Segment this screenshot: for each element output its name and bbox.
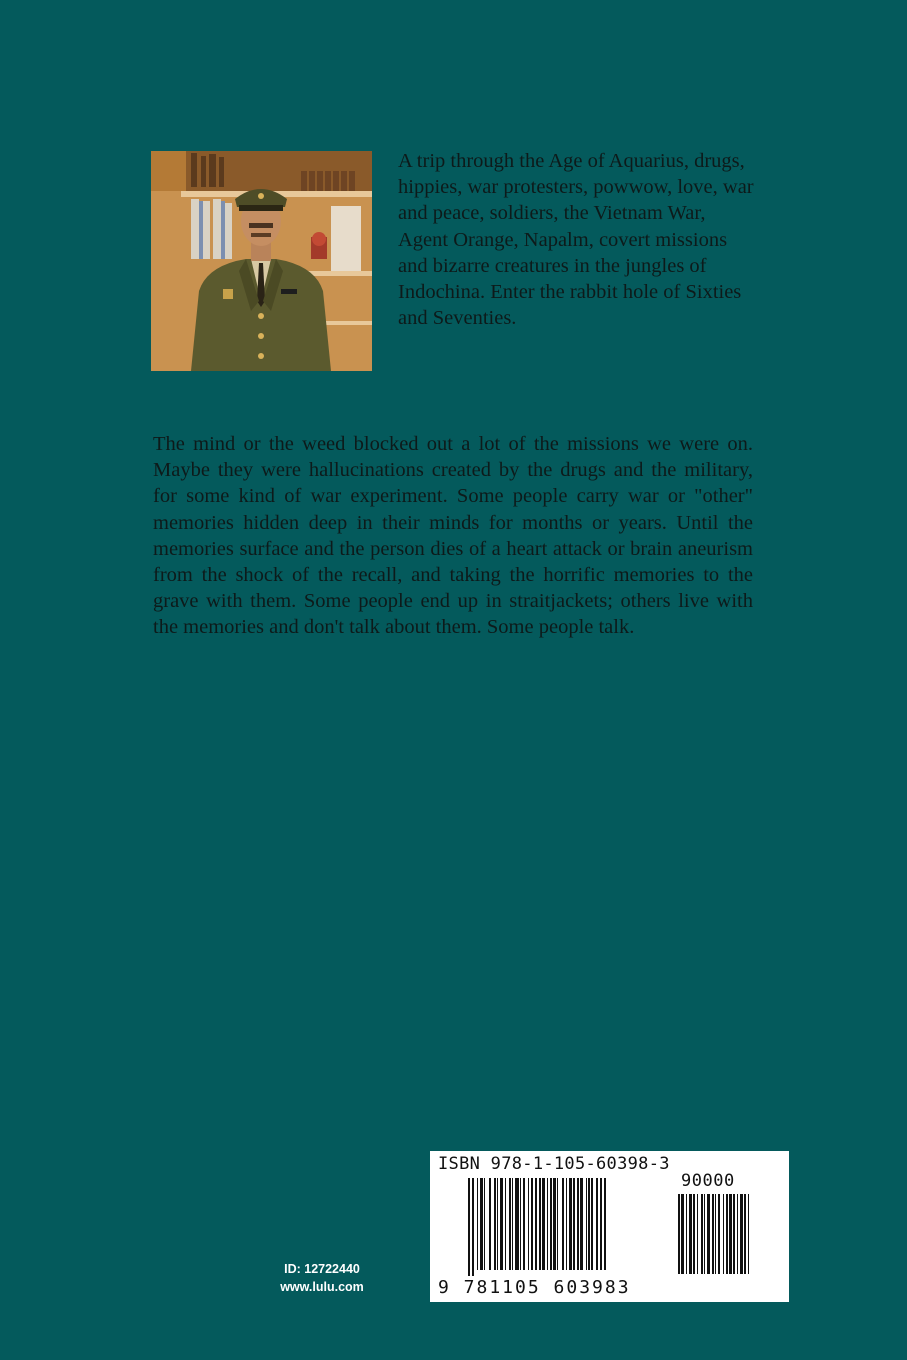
ean-barcode-bars — [468, 1178, 668, 1278]
blurb-text: A trip through the Age of Aquarius, drugs, hippies, war protesters, powwow, love, war and peace, soldiers, the Vietnam War, Agent Orange, Napalm, covert missions and bizarre creatures in the jungles of Indochina. Enter the rabbit hole of Sixties and Seventies. — [398, 150, 754, 330]
body-paragraph: The mind or the weed blocked out a lot of the missions we were on. Maybe they were hallucinations created by the drugs and the military, for some kind of war experiment. Some people carry war or "other" memories hidden deep in their minds for months or years. Until the memories surface and the person dies of a heart attack or brain aneurism from the shock of the recall, and taking the horrific memories to the grave with them. Some people end up in straitjackets; others live with the memories and don't talk about them. Some people talk. — [153, 433, 753, 639]
publisher-id: ID: 12722440 — [284, 1262, 360, 1276]
isbn-barcode — [430, 1151, 789, 1302]
ean-digits: 9 781105 603983 — [438, 1277, 631, 1298]
isbn-label: ISBN 978-1-105-60398-3 — [438, 1154, 670, 1174]
publisher-website: www.lulu.com — [280, 1280, 364, 1294]
addon-barcode-bars — [678, 1194, 778, 1278]
price-code: 90000 — [681, 1171, 735, 1191]
author-photo — [151, 151, 372, 371]
publisher-info — [262, 1260, 382, 1296]
